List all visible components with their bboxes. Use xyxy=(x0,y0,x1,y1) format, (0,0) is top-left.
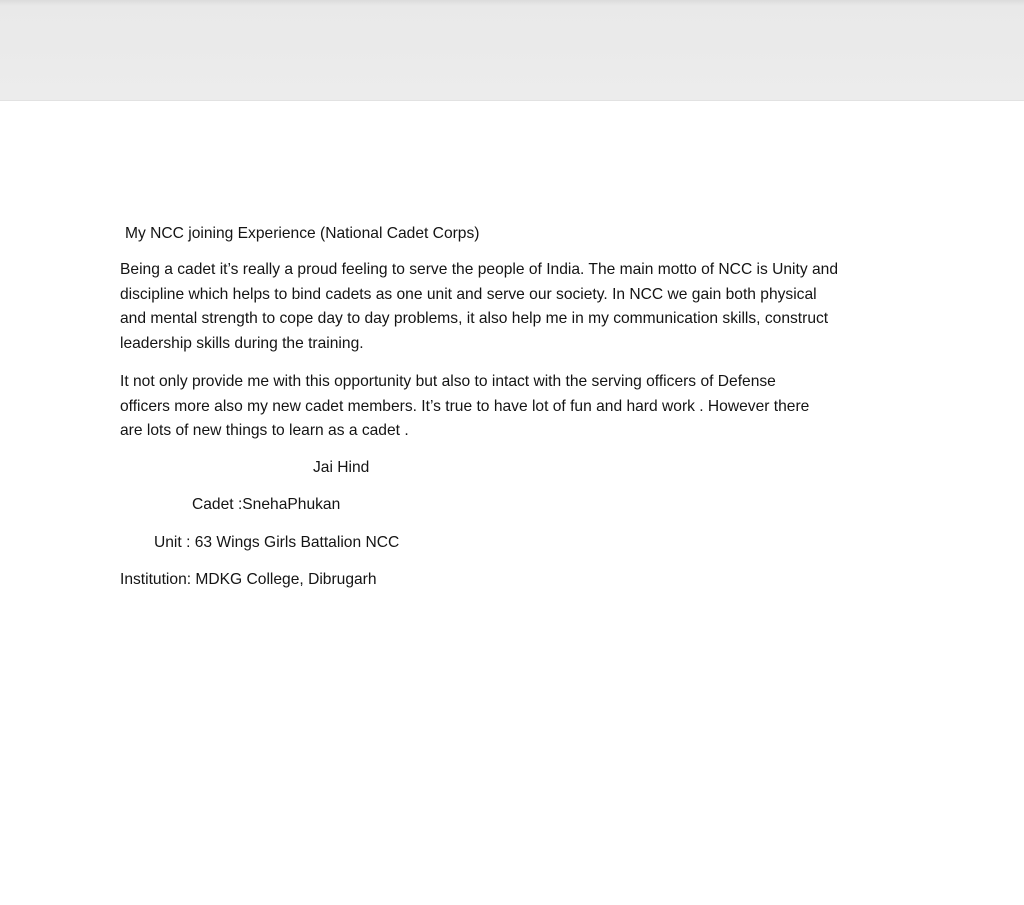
institution-name: Institution: MDKG College, Dibrugarh xyxy=(120,571,377,588)
paragraph-line: Being a cadet it’s really a proud feeling to serve the people of India. The main motto of NCC is Unity and xyxy=(120,261,839,278)
document-page xyxy=(0,101,1024,905)
viewer-toolbar xyxy=(0,0,1024,101)
paragraph-line: are lots of new things to learn as a cadet . xyxy=(120,422,409,439)
document-title: My NCC joining Experience (National Cadet Corps) xyxy=(125,225,480,242)
paragraph-line: It not only provide me with this opportunity but also to intact with the serving officers of Defense xyxy=(120,373,776,390)
unit-name: Unit : 63 Wings Girls Battalion NCC xyxy=(154,534,400,551)
closing-salutation: Jai Hind xyxy=(313,459,370,476)
paragraph-2 xyxy=(120,370,809,444)
paragraph-line: discipline which helps to bind cadets as one unit and serve our society. In NCC we gain both physical xyxy=(120,285,817,303)
paragraph-line: officers more also my new cadet members. It’s true to have lot of fun and hard work . However there xyxy=(120,397,810,415)
paragraph-line: leadership skills during the training. xyxy=(120,334,364,352)
cadet-name: Cadet :SnehaPhukan xyxy=(192,496,341,513)
paragraph-line: and mental strength to cope day to day problems, it also help me in my communication skills, construct xyxy=(120,310,829,327)
paragraph-1 xyxy=(120,258,838,356)
